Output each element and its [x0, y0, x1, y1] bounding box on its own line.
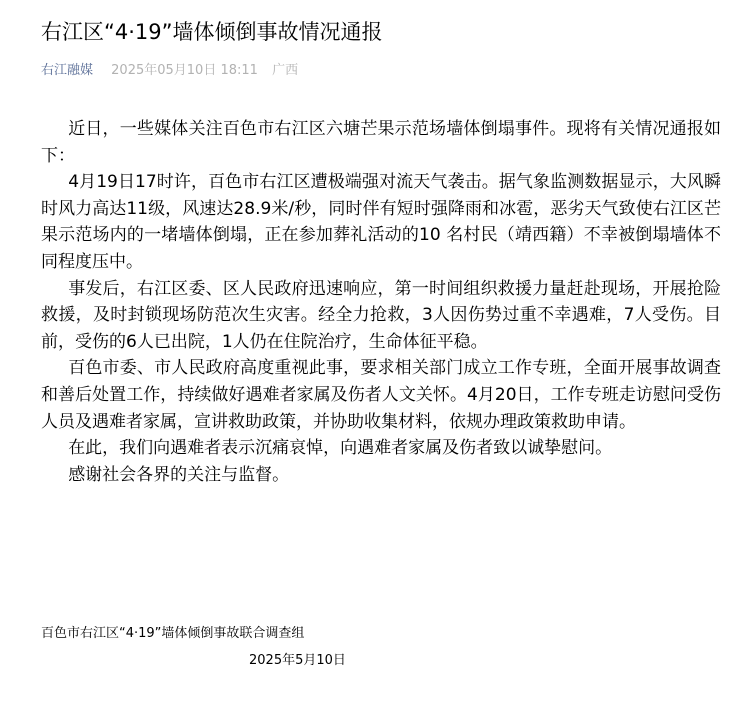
- publish-time: 2025年05月10日 18:11: [111, 63, 258, 78]
- paragraph-thanks: 感谢社会各界的关注与监督。: [68, 464, 290, 485]
- article-body: [41, 116, 721, 488]
- article-meta: [41, 61, 298, 81]
- paragraph-rescue: 事发后，右江区委、区人民政府迅速响应，第一时间组织救援力量赶赴现场，开展抢险救援，及时封锁现场防范次生灾害。经全力抢救，3人因伤势过重不幸遇难，7人受伤。目前，受伤的6人已出院，1人仍在住院治疗，生命体征平稳。: [41, 278, 721, 352]
- paragraph-incident: 4月19日17时许，百色市右江区遭极端强对流天气袭击。据气象监测数据显示，大风瞬时风力高达11级，风速达28.9米/秒，同时伴有短时强降雨和冰雹，恶劣天气致使右江区芒果示范场内的一堵墙体倒塌，正在参加葬礼活动的10 名村民（靖西籍）不幸被倒塌墙体不同程度压中。: [41, 172, 721, 272]
- paragraph-intro: 近日，一些媒体关注百色市右江区六塘芒果示范场墙体倒塌事件。现将有关情况通报如下：: [41, 119, 721, 166]
- paragraph-condolence: 在此，我们向遇难者表示沉痛哀悼，向遇难者家属及伤者致以诚挚慰问。: [68, 438, 613, 459]
- author-link[interactable]: 右江融媒: [41, 63, 94, 78]
- paragraph-response: 百色市委、市人民政府高度重视此事，要求相关部门成立工作专班，全面开展事故调查和善后处置工作，持续做好遇难者家属及伤者人文关怀。4月20日，工作专班走访慰问受伤人员及遇难者家属，宣讲救助政策，并协助收集材料，依规办理政策救助申请。: [41, 358, 721, 432]
- publish-location: 广西: [272, 63, 299, 78]
- signature-org: 百色市右江区“4·19”墙体倾倒事故联合调查组: [41, 626, 305, 641]
- signature-date: 2025年5月10日: [249, 653, 346, 668]
- article-title: 右江区“4·19”墙体倾倒事故情况通报: [41, 20, 383, 44]
